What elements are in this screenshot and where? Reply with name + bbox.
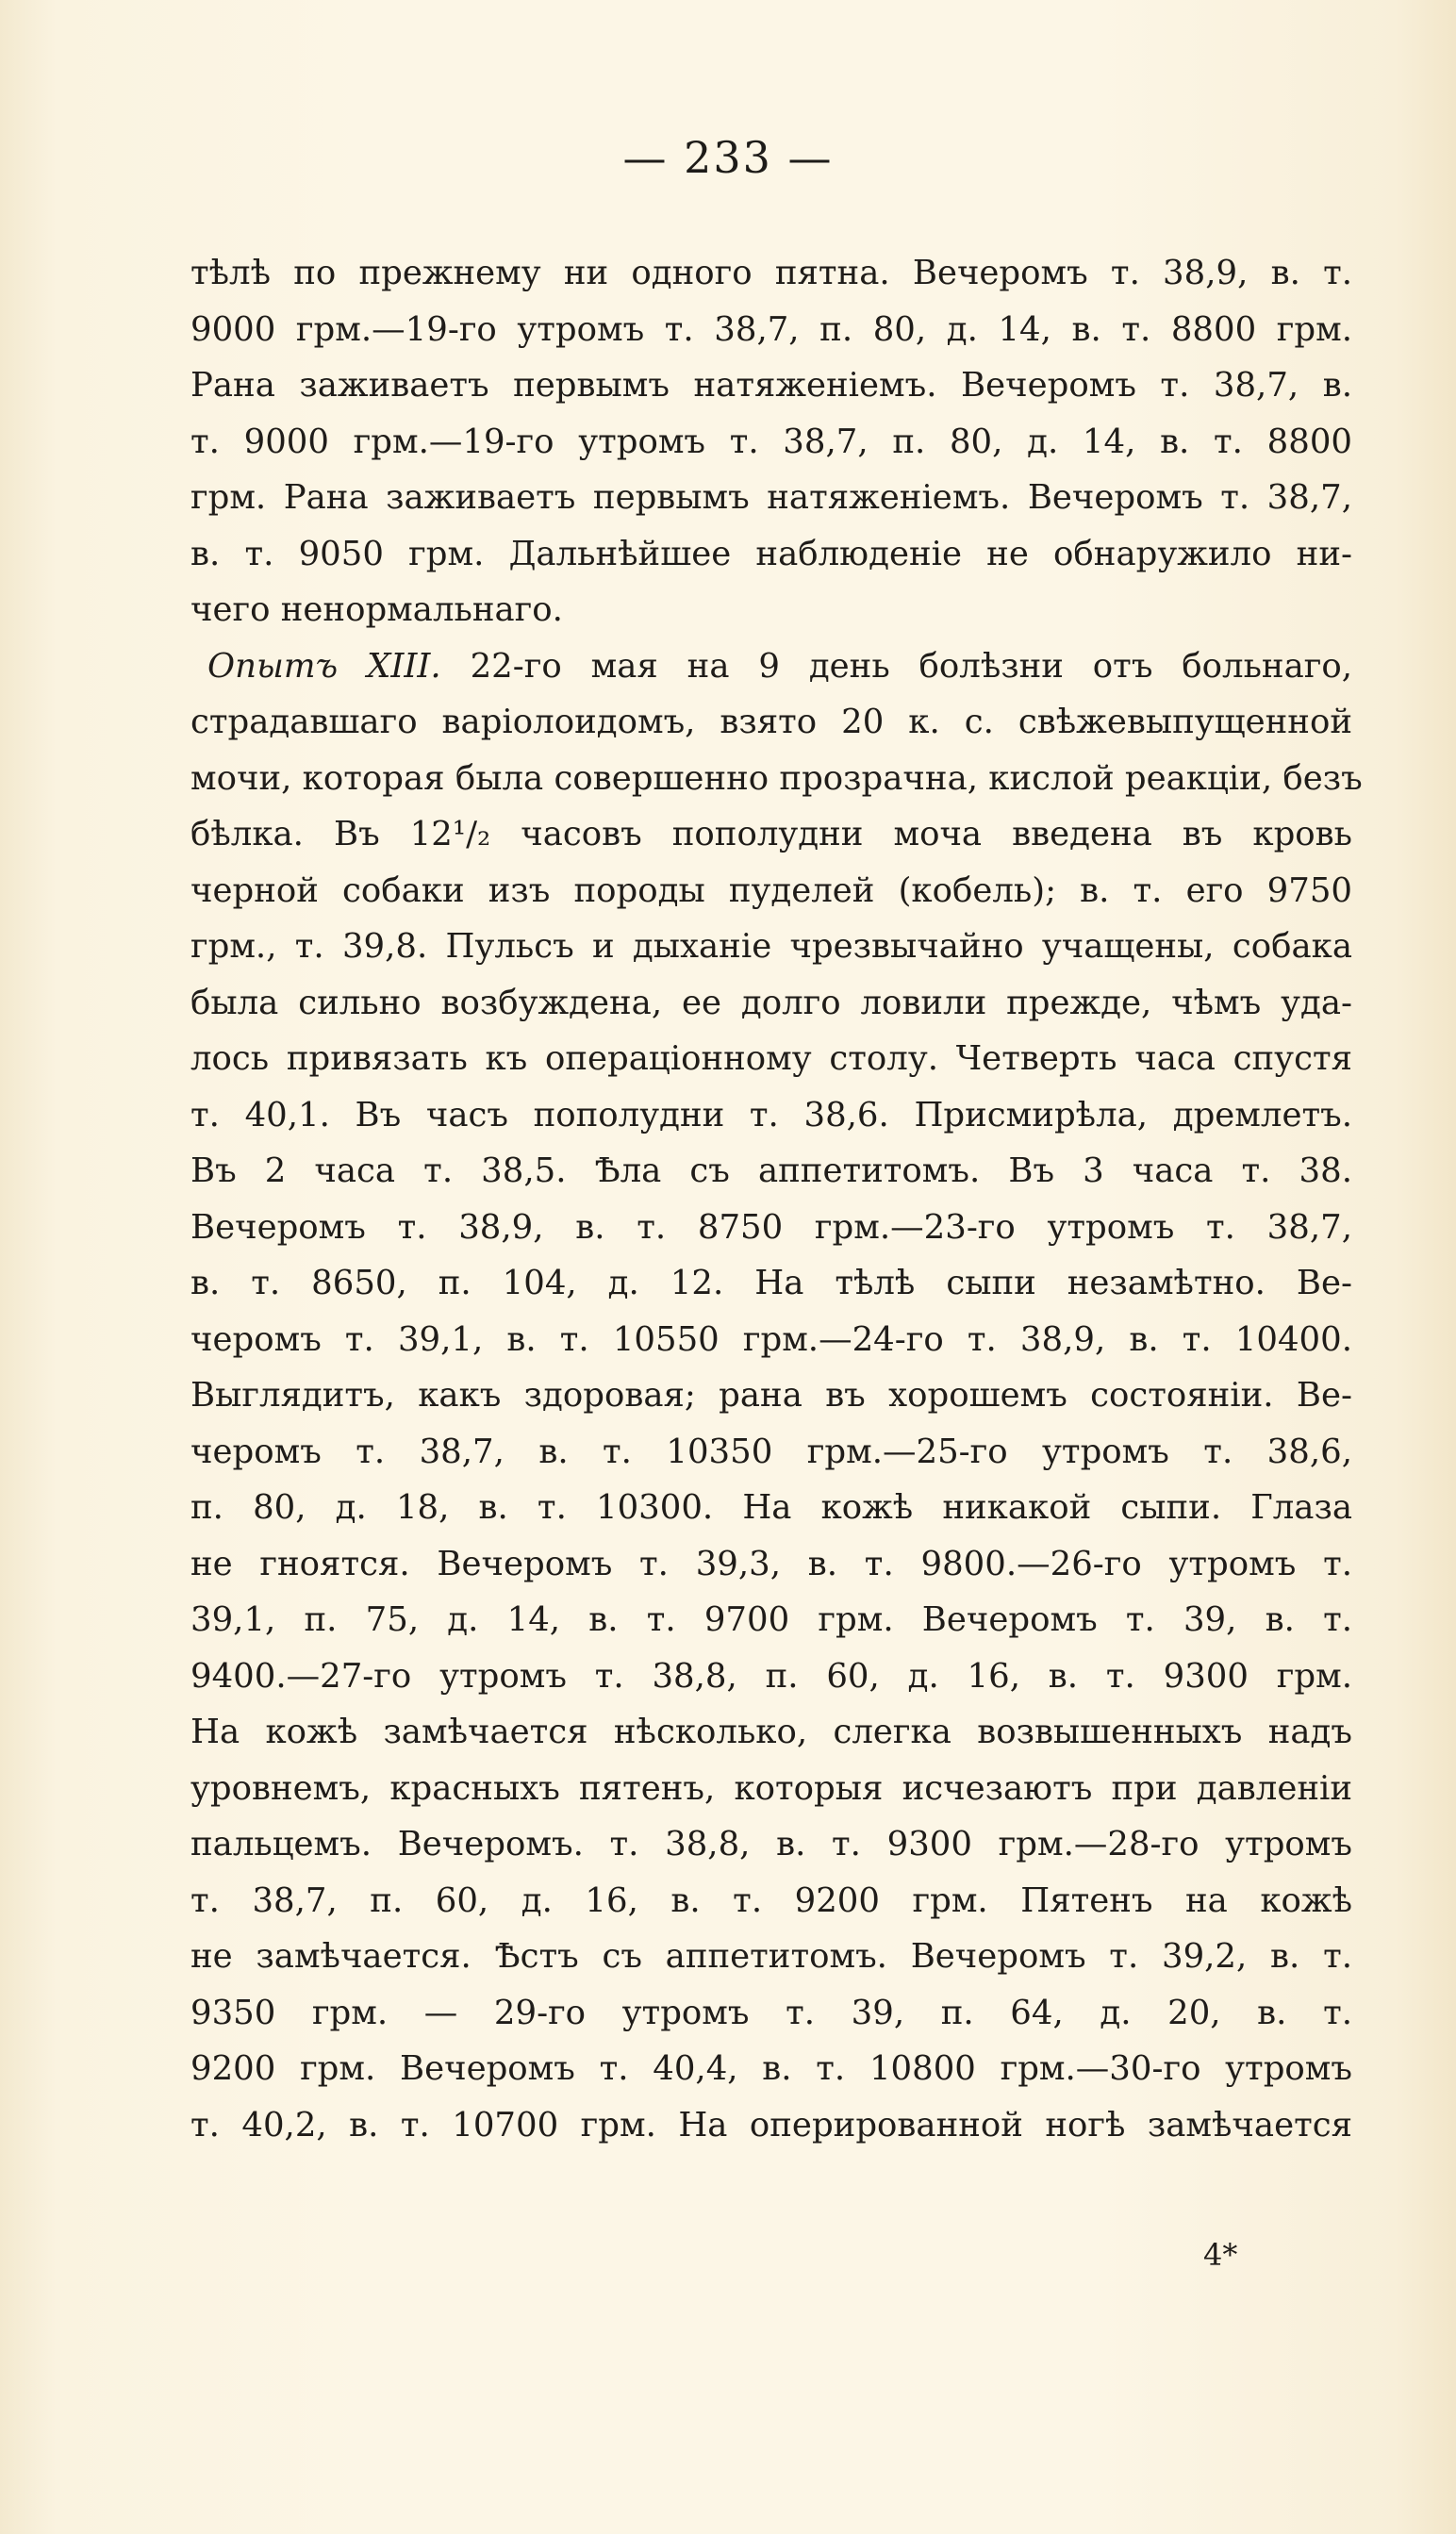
- text-line: 9200 грм. Вечеромъ т. 40,4, в. т. 10800 грм.—30-го утромъ: [190, 2049, 1352, 2088]
- text-line: т. 40,2, в. т. 10700 грм. На оперированной ногѣ замѣчается: [190, 2105, 1352, 2145]
- text-line: страдавшаго варіолоидомъ, взято 20 к. с. свѣжевыпущенной: [190, 703, 1352, 741]
- text-line: мочи, которая была совершенно прозрачна, кислой реакціи, безъ: [190, 758, 1363, 798]
- text-line: Въ 2 часа т. 38,5. Ѣла съ аппетитомъ. Въ 3 часа т. 38.: [190, 1151, 1352, 1190]
- text-line: в. т. 8650, п. 104, д. 12. На тѣлѣ сыпи незамѣтно. Ве-: [190, 1264, 1352, 1302]
- printer-signature: 4*: [1203, 2237, 1238, 2273]
- text-line: черомъ т. 39,1, в. т. 10550 грм.—24-го т. 38,9, в. т. 10400.: [190, 1319, 1352, 1359]
- text-line: 9350 грм. — 29-го утромъ т. 39, п. 64, д. 20, в. т.: [190, 1993, 1352, 2032]
- text-line-continuation: 22-го мая на 9 день болѣзни отъ больнаго,: [470, 646, 1352, 686]
- text-line: лось привязать къ операціонному столу. Четверть часа спустя: [190, 1039, 1352, 1078]
- text-line: бѣлка. Въ 12¹/₂ часовъ пополудни моча введена въ кровь: [190, 815, 1352, 853]
- experiment-label: Опытъ XIII.: [207, 646, 441, 686]
- text-line: не замѣчается. Ѣстъ съ аппетитомъ. Вечеромъ т. 39,2, в. т.: [190, 1937, 1352, 1976]
- text-line: была сильно возбуждена, ее долго ловили прежде, чѣмъ уда-: [190, 983, 1352, 1022]
- body-text: [190, 245, 1363, 2153]
- text-line: т. 9000 грм.—19-го утромъ т. 38,7, п. 80, д. 14, в. т. 8800: [190, 422, 1352, 461]
- text-line: 9400.—27-го утромъ т. 38,8, п. 60, д. 16, в. т. 9300 грм.: [190, 1656, 1352, 1696]
- text-line: Выглядитъ, какъ здоровая; рана въ хорошемъ состояніи. Ве-: [190, 1376, 1352, 1415]
- text-line: чего ненормальнаго.: [190, 590, 563, 629]
- text-line: пальцемъ. Вечеромъ. т. 38,8, в. т. 9300 грм.—28-го утромъ: [190, 1825, 1352, 1863]
- text-line: Рана заживаетъ первымъ натяженіемъ. Вечеромъ т. 38,7, в.: [190, 366, 1352, 405]
- text-line: На кожѣ замѣчается нѣсколько, слегка возвышенныхъ надъ: [190, 1713, 1352, 1751]
- text-line: черной собаки изъ породы пуделей (кобель); в. т. его 9750: [190, 870, 1352, 910]
- text-line: в. т. 9050 грм. Дальнѣйшее наблюденіе не обнаружило ни-: [190, 534, 1352, 573]
- text-line: Вечеромъ т. 38,9, в. т. 8750 грм.—23-го утромъ т. 38,7,: [190, 1207, 1352, 1247]
- text-line: 9000 грм.—19-го утромъ т. 38,7, п. 80, д. 14, в. т. 8800 грм.: [190, 309, 1352, 349]
- text-line: т. 38,7, п. 60, д. 16, в. т. 9200 грм. Пятенъ на кожѣ: [190, 1880, 1352, 1920]
- experiment-heading-line: [190, 638, 1352, 695]
- text-line: не гноятся. Вечеромъ т. 39,3, в. т. 9800.—26-го утромъ т.: [190, 1544, 1352, 1583]
- text-line: грм., т. 39,8. Пульсъ и дыханіе чрезвычайно учащены, собака: [190, 927, 1352, 966]
- text-line: тѣлѣ по прежнему ни одного пятна. Вечеромъ т. 38,9, в. т.: [190, 254, 1352, 292]
- text-line: черомъ т. 38,7, в. т. 10350 грм.—25-го утромъ т. 38,6,: [190, 1432, 1352, 1471]
- page-number: — 233 —: [622, 132, 834, 183]
- text-line: 39,1, п. 75, д. 14, в. т. 9700 грм. Вечеромъ т. 39, в. т.: [190, 1600, 1352, 1639]
- text-line: п. 80, д. 18, в. т. 10300. На кожѣ никакой сыпи. Глаза: [190, 1488, 1352, 1527]
- text-line: т. 40,1. Въ часъ пополудни т. 38,6. Присмирѣла, дремлетъ.: [190, 1095, 1352, 1135]
- text-line: грм. Рана заживаетъ первымъ натяженіемъ. Вечеромъ т. 38,7,: [190, 478, 1352, 517]
- text-line: уровнемъ, красныхъ пятенъ, которыя исчезаютъ при давленіи: [190, 1768, 1352, 1808]
